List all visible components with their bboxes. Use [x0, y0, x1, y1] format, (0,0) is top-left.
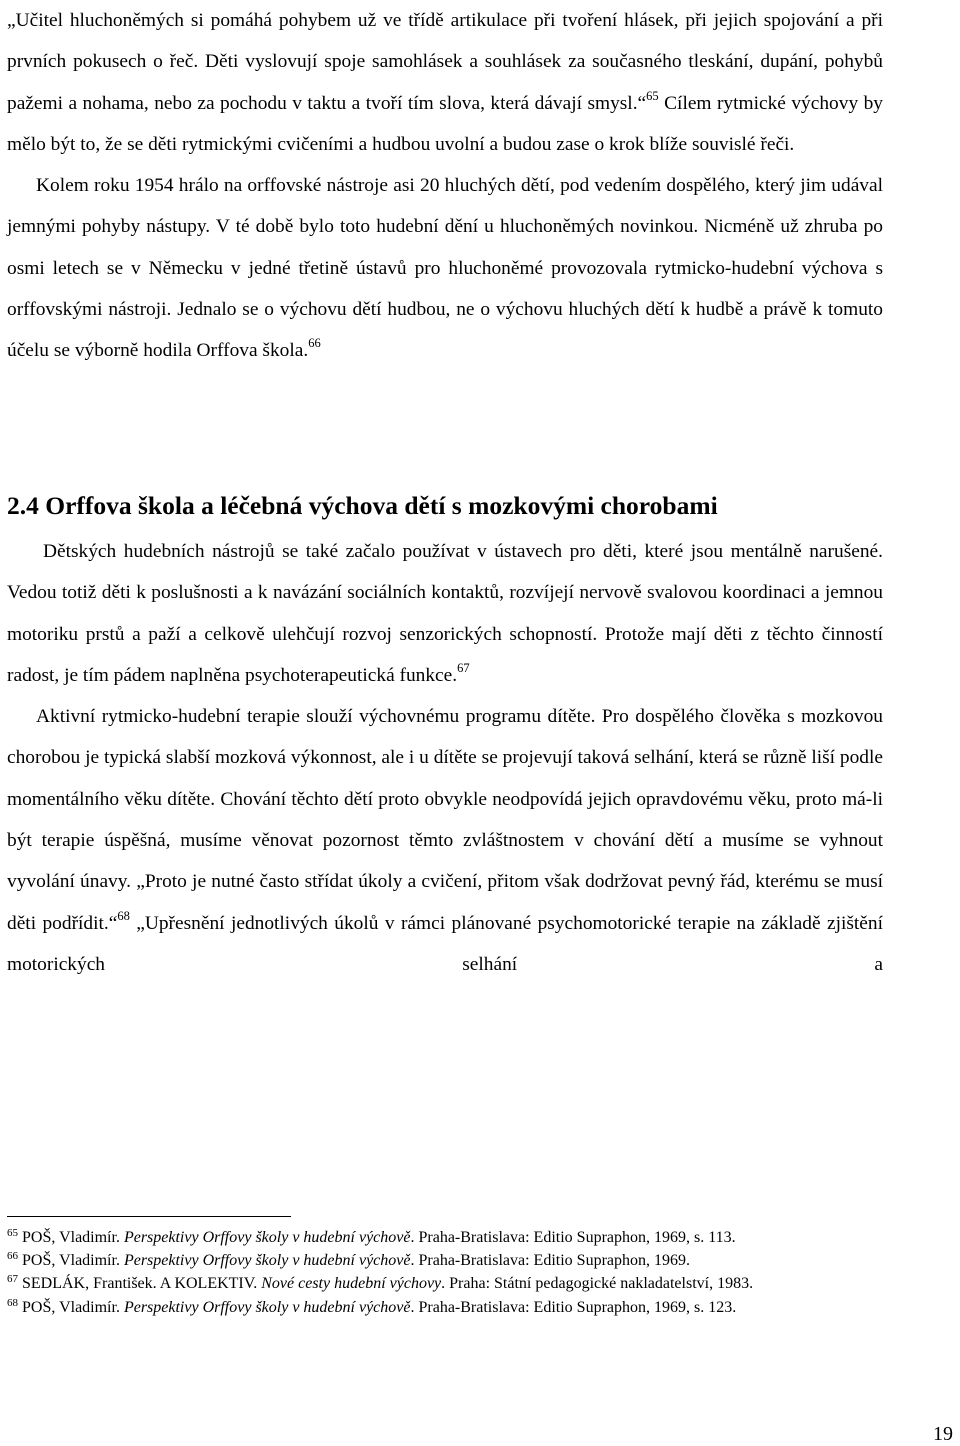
- footnote-ref-68[interactable]: 68: [117, 908, 130, 923]
- footnote-67: $^{67}$ SEDLÁK, František. A KOLEKTIV. Nové cesty hudební výchovy. Praha: Státní pedagogické nakladatelství, 1983.: [7, 1273, 754, 1293]
- footnotes: [7, 1226, 887, 1319]
- paragraph-2: [7, 165, 883, 371]
- paragraph-1-text: Cílem rytmické výchovy by mělo být to, že se děti rytmickými cvičeními a hudbou uvolní a budou zase o krok blíže souvislé řeči.: [7, 92, 883, 155]
- footnote-68: $^{68}$ POŠ, Vladimír. Perspektivy Orffovy školy v hudební výchově. Praha-Bratislava: Editio Supraphon, 1969, s. 123.: [7, 1296, 737, 1316]
- section-body-top: [7, 0, 883, 372]
- footnote-ref-66[interactable]: 66: [308, 336, 321, 351]
- section-body-bottom: [7, 531, 883, 985]
- paragraph-4: [7, 696, 883, 985]
- footnote-separator: [7, 1216, 291, 1217]
- section-heading: 2.4 Orffova škola a léčebná výchova dětí s mozkovými chorobami: [7, 491, 718, 520]
- footnote-66: $^{66}$ POŠ, Vladimír. Perspektivy Orffovy školy v hudební výchově. Praha-Bratislava: Editio Supraphon, 1969.: [7, 1250, 690, 1270]
- footnote-ref-65[interactable]: 65: [646, 88, 659, 103]
- paragraph-3: [7, 531, 883, 696]
- paragraph-1: [7, 0, 883, 165]
- paragraph-3-text: Dětských hudebních nástrojů se také začalo používat v ústavech pro děti, které jsou mentálně narušené. Vedou totiž děti k poslušnosti a k navázání sociálních kontaktů, rozvíjejí nervově svalovou koordinaci a jemnou motoriku prstů a paží a celkově ulehčují rozvoj senzorických schopností. Protože mají děti z těchto činností radost, je tím pádem naplněna psychoterapeutická funkce.: [7, 541, 883, 686]
- paragraph-4-continuation: „Upřesnění jednotlivých úkolů v rámci plánované psychomotorické terapie na základě zjištění motorických selhání a: [7, 912, 883, 975]
- paragraph-2-text: Kolem roku 1954 hrálo na orffovské nástroje asi 20 hluchých dětí, pod vedením dospělého, který jim udával jemnými pohyby nástupy. V té době bylo toto hudební dění u hluchoněmých novinkou. Nicméně už zhruba po osmi letech se v Německu v jedné třetině ústavů pro hluchoněmé provozovala rytmicko-hudební výchova s orffovskými nástroji. Jednalo se o výchovu dětí hudbou, ne o výchovu hluchých dětí k hudbě a právě k tomuto účelu se výborně hodila Orffova škola.: [7, 175, 883, 362]
- paragraph-1-quote: „Učitel hluchoněmých si pomáhá pohybem už ve třídě artikulace při tvoření hlásek, při jejich spojování a při prvních pokusech o řeč. Děti vyslovují spoje samohlásek a souhlásek za současného tleskání, dupání, pohybů pažemi a nohama, nebo za pochodu v taktu a tvoří tím slova, která dávají smysl.“: [7, 10, 883, 114]
- page-number: 19: [933, 1423, 953, 1445]
- footnote-ref-67[interactable]: 67: [457, 660, 470, 675]
- paragraph-4-text: Aktivní rytmicko-hudební terapie slouží výchovnému programu dítěte. Pro dospělého člověka s mozkovou chorobou je typická slabší mozková výkonnost, ale i u dítěte se projevují taková selhání, která se různě liší podle momentálního věku dítěte. Chování těchto dětí proto obvykle neodpovídá jejich opravdovému věku, proto má-li být terapie úspěšná, musíme věnovat pozornost těmto zvláštnostem v chování dětí a musíme se vyhnout vyvolání únavy. „Proto je nutné často střídat úkoly a cvičení, přitom však dodržovat pevný řád, kterému se musí děti podřídit.“: [7, 706, 883, 934]
- footnote-65: $^{65}$ POŠ, Vladimír. Perspektivy Orffovy školy v hudební výchově. Praha-Bratislava: Editio Supraphon, 1969, s. 113.: [7, 1227, 736, 1246]
